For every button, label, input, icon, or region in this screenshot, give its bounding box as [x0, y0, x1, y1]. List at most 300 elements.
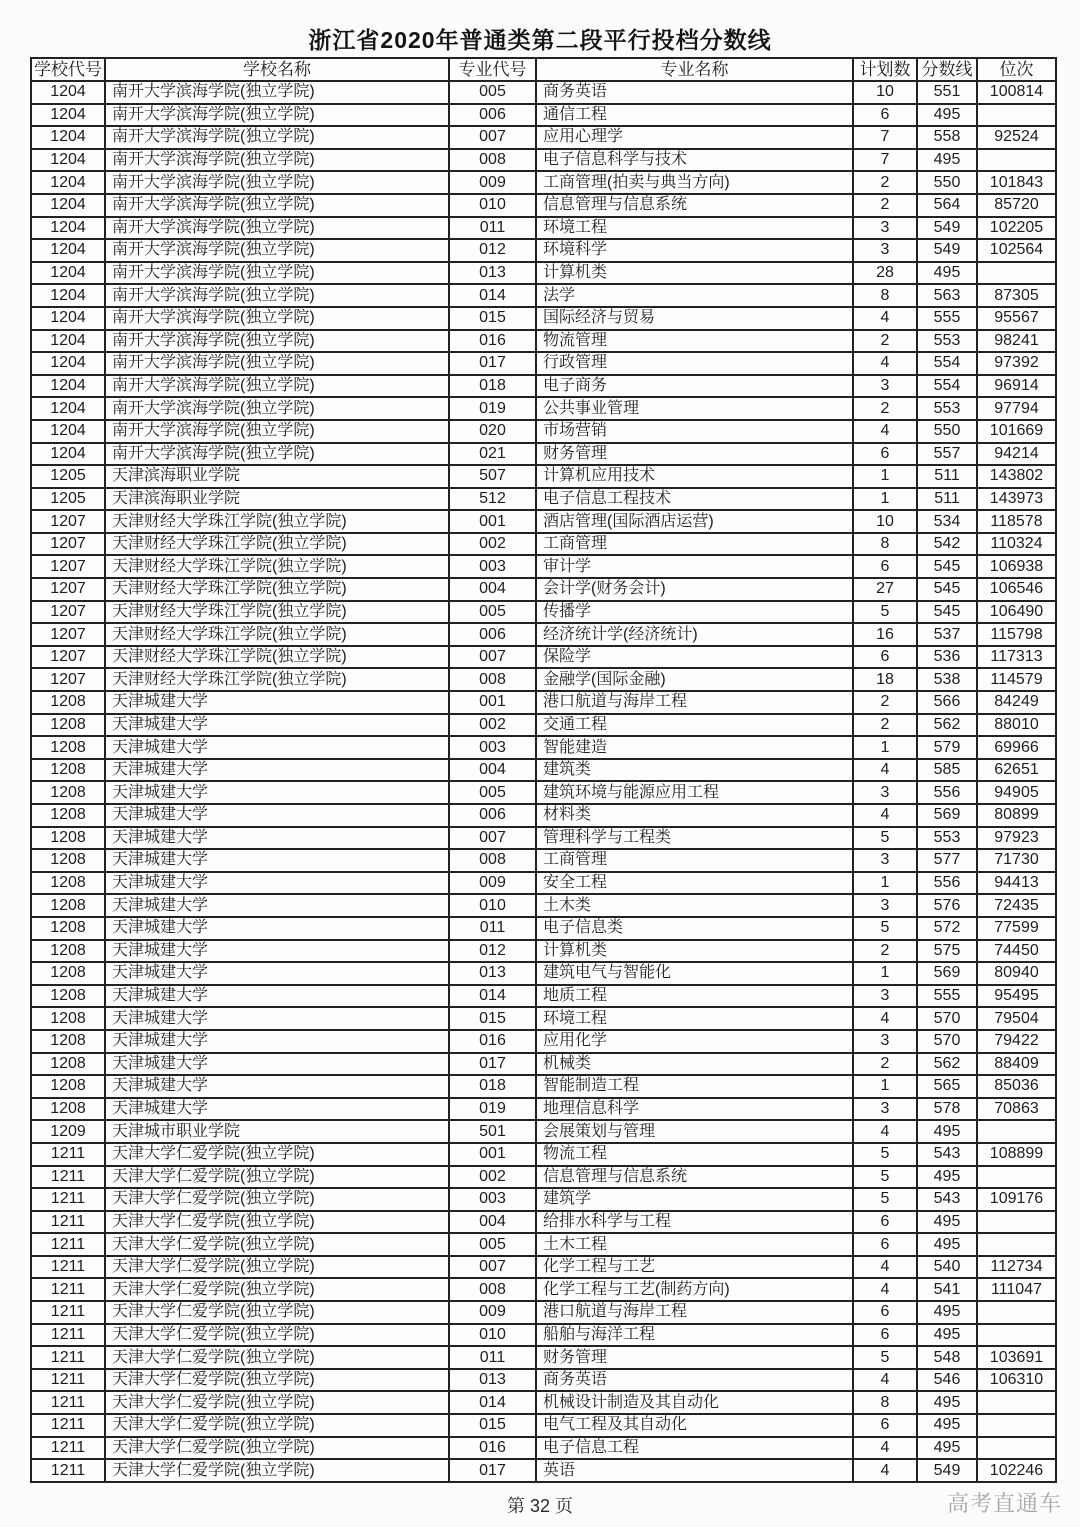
table-row — [31, 1301, 1056, 1324]
table-row — [31, 352, 1056, 375]
plan-count-cell: 6 — [853, 1211, 917, 1234]
school-code-cell: 1205 — [31, 488, 105, 511]
score-line-cell: 495 — [917, 262, 977, 285]
school-code-cell: 1204 — [31, 443, 105, 466]
school-code-cell: 1204 — [31, 375, 105, 398]
plan-count-cell: 4 — [853, 1256, 917, 1279]
school-code-cell: 1204 — [31, 171, 105, 194]
major-name-cell: 化学工程与工艺 — [536, 1256, 853, 1279]
major-name-cell: 建筑环境与能源应用工程 — [536, 781, 853, 804]
rank-cell: 97923 — [977, 827, 1056, 850]
table-row — [31, 1391, 1056, 1414]
rank-cell — [977, 1301, 1056, 1324]
page-number: 第 32 页 — [506, 1496, 574, 1516]
plan-count-cell: 7 — [853, 149, 917, 172]
major-code-cell: 011 — [449, 217, 536, 240]
plan-count-cell: 6 — [853, 1233, 917, 1256]
major-name-cell: 传播学 — [536, 601, 853, 624]
rank-cell: 96914 — [977, 375, 1056, 398]
major-code-cell: 013 — [449, 962, 536, 985]
major-name-cell: 会计学(财务会计) — [536, 578, 853, 601]
major-name-cell: 建筑类 — [536, 759, 853, 782]
rank-cell: 102205 — [977, 217, 1056, 240]
rank-cell: 80940 — [977, 962, 1056, 985]
table-row — [31, 736, 1056, 759]
score-line-cell: 540 — [917, 1256, 977, 1279]
major-code-cell: 507 — [449, 465, 536, 488]
school-name-cell: 天津城建大学 — [105, 804, 449, 827]
table-row — [31, 488, 1056, 511]
school-name-cell: 天津城建大学 — [105, 1030, 449, 1053]
school-code-cell: 1207 — [31, 578, 105, 601]
table-row — [31, 533, 1056, 556]
rank-cell: 101843 — [977, 171, 1056, 194]
rank-cell — [977, 1120, 1056, 1143]
school-code-cell: 1211 — [31, 1324, 105, 1347]
school-name-cell: 南开大学滨海学院(独立学院) — [105, 284, 449, 307]
rank-cell: 77599 — [977, 917, 1056, 940]
school-code-cell: 1207 — [31, 601, 105, 624]
plan-count-cell: 5 — [853, 1166, 917, 1189]
table-row — [31, 443, 1056, 466]
plan-count-cell: 6 — [853, 1301, 917, 1324]
score-line-cell: 542 — [917, 533, 977, 556]
major-code-cell: 512 — [449, 488, 536, 511]
table-row — [31, 465, 1056, 488]
major-code-cell: 019 — [449, 397, 536, 420]
school-code-cell: 1204 — [31, 194, 105, 217]
plan-count-cell: 5 — [853, 1143, 917, 1166]
major-code-cell: 009 — [449, 872, 536, 895]
school-code-cell: 1208 — [31, 1030, 105, 1053]
school-name-cell: 南开大学滨海学院(独立学院) — [105, 420, 449, 443]
table-row — [31, 804, 1056, 827]
school-code-cell: 1204 — [31, 397, 105, 420]
major-code-cell: 005 — [449, 781, 536, 804]
table-row — [31, 510, 1056, 533]
plan-count-cell: 3 — [853, 985, 917, 1008]
table-row — [31, 555, 1056, 578]
score-line-cell: 548 — [917, 1346, 977, 1369]
rank-cell: 69966 — [977, 736, 1056, 759]
school-name-cell: 天津城建大学 — [105, 940, 449, 963]
school-name-cell: 南开大学滨海学院(独立学院) — [105, 375, 449, 398]
rank-cell: 106310 — [977, 1369, 1056, 1392]
major-code-cell: 013 — [449, 1369, 536, 1392]
major-name-cell: 建筑学 — [536, 1188, 853, 1211]
school-code-cell: 1204 — [31, 262, 105, 285]
school-name-cell: 天津财经大学珠江学院(独立学院) — [105, 623, 449, 646]
table-row — [31, 1143, 1056, 1166]
rank-cell: 85036 — [977, 1075, 1056, 1098]
major-name-cell: 环境工程 — [536, 1007, 853, 1030]
school-code-cell: 1211 — [31, 1369, 105, 1392]
major-code-cell: 005 — [449, 81, 536, 104]
major-code-cell: 011 — [449, 1346, 536, 1369]
table-row — [31, 104, 1056, 127]
score-line-cell: 546 — [917, 1369, 977, 1392]
major-name-cell: 行政管理 — [536, 352, 853, 375]
score-line-cell: 579 — [917, 736, 977, 759]
school-name-cell: 天津城建大学 — [105, 691, 449, 714]
major-name-cell: 机械设计制造及其自动化 — [536, 1391, 853, 1414]
school-name-cell: 天津滨海职业学院 — [105, 465, 449, 488]
school-name-cell: 南开大学滨海学院(独立学院) — [105, 443, 449, 466]
school-name-cell: 天津城建大学 — [105, 985, 449, 1008]
plan-count-cell: 2 — [853, 330, 917, 353]
major-code-cell: 019 — [449, 1098, 536, 1121]
score-line-cell: 541 — [917, 1278, 977, 1301]
table-row — [31, 827, 1056, 850]
major-name-cell: 计算机类 — [536, 940, 853, 963]
school-name-cell: 天津大学仁爱学院(独立学院) — [105, 1369, 449, 1392]
rank-cell: 97392 — [977, 352, 1056, 375]
rank-cell: 98241 — [977, 330, 1056, 353]
score-line-cell: 564 — [917, 194, 977, 217]
score-line-cell: 555 — [917, 307, 977, 330]
major-name-cell: 酒店管理(国际酒店运营) — [536, 510, 853, 533]
major-name-cell: 审计学 — [536, 555, 853, 578]
major-code-cell: 014 — [449, 985, 536, 1008]
major-name-cell: 地理信息科学 — [536, 1098, 853, 1121]
school-code-cell: 1205 — [31, 465, 105, 488]
school-code-cell: 1209 — [31, 1120, 105, 1143]
rank-cell — [977, 262, 1056, 285]
major-name-cell: 船舶与海洋工程 — [536, 1324, 853, 1347]
school-code-cell: 1208 — [31, 781, 105, 804]
rank-cell: 94905 — [977, 781, 1056, 804]
rank-cell — [977, 1166, 1056, 1189]
school-name-cell: 南开大学滨海学院(独立学院) — [105, 217, 449, 240]
rank-cell: 114579 — [977, 668, 1056, 691]
major-name-cell: 经济统计学(经济统计) — [536, 623, 853, 646]
column-header-school-name: 学校名称 — [105, 58, 449, 81]
score-line-cell: 545 — [917, 601, 977, 624]
rank-cell: 102564 — [977, 239, 1056, 262]
major-code-cell: 001 — [449, 691, 536, 714]
plan-count-cell: 6 — [853, 1324, 917, 1347]
plan-count-cell: 3 — [853, 217, 917, 240]
major-name-cell: 电子信息工程技术 — [536, 488, 853, 511]
school-name-cell: 天津大学仁爱学院(独立学院) — [105, 1256, 449, 1279]
score-line-cell: 556 — [917, 872, 977, 895]
rank-cell: 72435 — [977, 894, 1056, 917]
school-name-cell: 天津城建大学 — [105, 962, 449, 985]
score-line-cell: 549 — [917, 217, 977, 240]
plan-count-cell: 18 — [853, 668, 917, 691]
major-code-cell: 002 — [449, 714, 536, 737]
rank-cell: 88409 — [977, 1053, 1056, 1076]
score-line-cell: 554 — [917, 352, 977, 375]
major-name-cell: 电子信息科学与技术 — [536, 149, 853, 172]
score-line-cell: 553 — [917, 397, 977, 420]
school-name-cell: 天津城市职业学院 — [105, 1120, 449, 1143]
major-name-cell: 法学 — [536, 284, 853, 307]
major-code-cell: 007 — [449, 646, 536, 669]
school-code-cell: 1208 — [31, 691, 105, 714]
major-code-cell: 003 — [449, 736, 536, 759]
major-code-cell: 015 — [449, 307, 536, 330]
plan-count-cell: 27 — [853, 578, 917, 601]
school-code-cell: 1208 — [31, 804, 105, 827]
score-line-cell: 495 — [917, 149, 977, 172]
major-code-cell: 010 — [449, 1324, 536, 1347]
school-code-cell: 1204 — [31, 104, 105, 127]
school-name-cell: 南开大学滨海学院(独立学院) — [105, 352, 449, 375]
school-name-cell: 天津财经大学珠江学院(独立学院) — [105, 578, 449, 601]
table-row — [31, 330, 1056, 353]
major-code-cell: 012 — [449, 239, 536, 262]
major-code-cell: 015 — [449, 1414, 536, 1437]
rank-cell: 71730 — [977, 849, 1056, 872]
rank-cell: 106546 — [977, 578, 1056, 601]
school-name-cell: 南开大学滨海学院(独立学院) — [105, 171, 449, 194]
school-name-cell: 天津城建大学 — [105, 872, 449, 895]
plan-count-cell: 6 — [853, 104, 917, 127]
major-code-cell: 010 — [449, 894, 536, 917]
plan-count-cell: 8 — [853, 533, 917, 556]
school-code-cell: 1208 — [31, 759, 105, 782]
major-code-cell: 018 — [449, 375, 536, 398]
rank-cell — [977, 1414, 1056, 1437]
school-code-cell: 1204 — [31, 352, 105, 375]
score-line-cell: 585 — [917, 759, 977, 782]
table-row — [31, 1324, 1056, 1347]
school-name-cell: 天津大学仁爱学院(独立学院) — [105, 1188, 449, 1211]
plan-count-cell: 4 — [853, 1278, 917, 1301]
major-name-cell: 港口航道与海岸工程 — [536, 691, 853, 714]
major-code-cell: 008 — [449, 149, 536, 172]
score-line-cell: 495 — [917, 1324, 977, 1347]
major-name-cell: 会展策划与管理 — [536, 1120, 853, 1143]
plan-count-cell: 5 — [853, 917, 917, 940]
school-code-cell: 1207 — [31, 646, 105, 669]
table-row — [31, 1007, 1056, 1030]
rank-cell: 62651 — [977, 759, 1056, 782]
rank-cell: 94413 — [977, 872, 1056, 895]
major-name-cell: 商务英语 — [536, 1369, 853, 1392]
score-line-cell: 566 — [917, 691, 977, 714]
score-line-cell: 553 — [917, 827, 977, 850]
school-name-cell: 天津城建大学 — [105, 1007, 449, 1030]
major-name-cell: 国际经济与贸易 — [536, 307, 853, 330]
plan-count-cell: 3 — [853, 1098, 917, 1121]
school-name-cell: 天津财经大学珠江学院(独立学院) — [105, 646, 449, 669]
major-code-cell: 017 — [449, 1459, 536, 1482]
major-name-cell: 工商管理 — [536, 533, 853, 556]
major-code-cell: 005 — [449, 1233, 536, 1256]
score-line-cell: 553 — [917, 330, 977, 353]
major-name-cell: 市场营销 — [536, 420, 853, 443]
column-header-school-code: 学校代号 — [31, 58, 105, 81]
score-line-cell: 549 — [917, 239, 977, 262]
school-name-cell: 天津财经大学珠江学院(独立学院) — [105, 555, 449, 578]
major-code-cell: 002 — [449, 533, 536, 556]
school-code-cell: 1207 — [31, 555, 105, 578]
major-name-cell: 工商管理 — [536, 849, 853, 872]
table-row — [31, 217, 1056, 240]
major-name-cell: 金融学(国际金融) — [536, 668, 853, 691]
major-code-cell: 004 — [449, 578, 536, 601]
plan-count-cell: 28 — [853, 262, 917, 285]
rank-cell: 115798 — [977, 623, 1056, 646]
rank-cell — [977, 1324, 1056, 1347]
table-row — [31, 985, 1056, 1008]
major-code-cell: 007 — [449, 126, 536, 149]
major-code-cell: 008 — [449, 849, 536, 872]
score-line-cell: 545 — [917, 578, 977, 601]
score-line-cell: 575 — [917, 940, 977, 963]
school-name-cell: 天津城建大学 — [105, 849, 449, 872]
table-row — [31, 1256, 1056, 1279]
plan-count-cell: 5 — [853, 1346, 917, 1369]
major-name-cell: 建筑电气与智能化 — [536, 962, 853, 985]
major-code-cell: 021 — [449, 443, 536, 466]
school-name-cell: 天津大学仁爱学院(独立学院) — [105, 1459, 449, 1482]
score-line-cell: 495 — [917, 1233, 977, 1256]
rank-cell — [977, 1437, 1056, 1460]
table-row — [31, 691, 1056, 714]
column-header-major-code: 专业代号 — [449, 58, 536, 81]
school-name-cell: 天津城建大学 — [105, 759, 449, 782]
major-code-cell: 014 — [449, 1391, 536, 1414]
school-code-cell: 1207 — [31, 533, 105, 556]
table-row — [31, 781, 1056, 804]
plan-count-cell: 16 — [853, 623, 917, 646]
school-name-cell: 天津城建大学 — [105, 917, 449, 940]
school-code-cell: 1211 — [31, 1256, 105, 1279]
school-name-cell: 天津城建大学 — [105, 1098, 449, 1121]
rank-cell: 143802 — [977, 465, 1056, 488]
major-code-cell: 016 — [449, 330, 536, 353]
table-row — [31, 1075, 1056, 1098]
school-code-cell: 1211 — [31, 1278, 105, 1301]
major-code-cell: 008 — [449, 1278, 536, 1301]
major-name-cell: 应用心理学 — [536, 126, 853, 149]
major-code-cell: 004 — [449, 1211, 536, 1234]
major-code-cell: 009 — [449, 171, 536, 194]
plan-count-cell: 5 — [853, 601, 917, 624]
plan-count-cell: 6 — [853, 646, 917, 669]
school-code-cell: 1208 — [31, 714, 105, 737]
table-row — [31, 126, 1056, 149]
major-name-cell: 智能制造工程 — [536, 1075, 853, 1098]
score-line-cell: 555 — [917, 985, 977, 1008]
plan-count-cell: 2 — [853, 940, 917, 963]
rank-cell: 103691 — [977, 1346, 1056, 1369]
score-line-cell: 554 — [917, 375, 977, 398]
table-row — [31, 397, 1056, 420]
table-row — [31, 1030, 1056, 1053]
table-row — [31, 714, 1056, 737]
major-name-cell: 材料类 — [536, 804, 853, 827]
major-name-cell: 保险学 — [536, 646, 853, 669]
school-code-cell: 1207 — [31, 510, 105, 533]
score-line-cell: 543 — [917, 1143, 977, 1166]
plan-count-cell: 10 — [853, 81, 917, 104]
school-name-cell: 天津滨海职业学院 — [105, 488, 449, 511]
table-row — [31, 284, 1056, 307]
table-row — [31, 1369, 1056, 1392]
plan-count-cell: 4 — [853, 1437, 917, 1460]
score-line-cell: 495 — [917, 1211, 977, 1234]
plan-count-cell: 3 — [853, 781, 917, 804]
school-code-cell: 1208 — [31, 940, 105, 963]
rank-cell: 79504 — [977, 1007, 1056, 1030]
major-name-cell: 通信工程 — [536, 104, 853, 127]
rank-cell: 143973 — [977, 488, 1056, 511]
major-name-cell: 信息管理与信息系统 — [536, 194, 853, 217]
major-code-cell: 012 — [449, 940, 536, 963]
score-line-cell: 550 — [917, 171, 977, 194]
major-name-cell: 计算机类 — [536, 262, 853, 285]
major-name-cell: 安全工程 — [536, 872, 853, 895]
rank-cell: 100814 — [977, 81, 1056, 104]
school-name-cell: 天津城建大学 — [105, 714, 449, 737]
major-name-cell: 应用化学 — [536, 1030, 853, 1053]
school-name-cell: 天津城建大学 — [105, 1053, 449, 1076]
school-name-cell: 南开大学滨海学院(独立学院) — [105, 397, 449, 420]
score-line-cell: 569 — [917, 962, 977, 985]
page-title: 浙江省2020年普通类第二段平行投档分数线 — [308, 27, 772, 53]
school-name-cell: 天津大学仁爱学院(独立学院) — [105, 1278, 449, 1301]
major-name-cell: 环境科学 — [536, 239, 853, 262]
score-line-cell: 495 — [917, 1414, 977, 1437]
plan-count-cell: 2 — [853, 194, 917, 217]
score-line-cell: 495 — [917, 1391, 977, 1414]
school-code-cell: 1204 — [31, 149, 105, 172]
watermark-text: 高考直通车 — [946, 1491, 1062, 1516]
school-code-cell: 1211 — [31, 1233, 105, 1256]
rank-cell: 95567 — [977, 307, 1056, 330]
plan-count-cell: 2 — [853, 1053, 917, 1076]
major-name-cell: 交通工程 — [536, 714, 853, 737]
school-name-cell: 天津大学仁爱学院(独立学院) — [105, 1346, 449, 1369]
score-line-cell: 562 — [917, 1053, 977, 1076]
plan-count-cell: 1 — [853, 1075, 917, 1098]
school-code-cell: 1204 — [31, 239, 105, 262]
score-line-cell: 556 — [917, 781, 977, 804]
major-name-cell: 物流工程 — [536, 1143, 853, 1166]
school-code-cell: 1208 — [31, 827, 105, 850]
table-row — [31, 239, 1056, 262]
rank-cell: 84249 — [977, 691, 1056, 714]
major-code-cell: 011 — [449, 917, 536, 940]
school-code-cell: 1211 — [31, 1346, 105, 1369]
rank-cell: 106490 — [977, 601, 1056, 624]
school-name-cell: 天津财经大学珠江学院(独立学院) — [105, 668, 449, 691]
rank-cell: 111047 — [977, 1278, 1056, 1301]
score-line-cell: 570 — [917, 1007, 977, 1030]
table-row — [31, 962, 1056, 985]
major-code-cell: 016 — [449, 1030, 536, 1053]
school-code-cell: 1208 — [31, 1053, 105, 1076]
major-code-cell: 017 — [449, 352, 536, 375]
plan-count-cell: 1 — [853, 488, 917, 511]
school-name-cell: 天津大学仁爱学院(独立学院) — [105, 1211, 449, 1234]
table-row — [31, 646, 1056, 669]
school-code-cell: 1208 — [31, 962, 105, 985]
school-code-cell: 1207 — [31, 668, 105, 691]
plan-count-cell: 3 — [853, 375, 917, 398]
score-line-cell: 563 — [917, 284, 977, 307]
major-code-cell: 006 — [449, 104, 536, 127]
school-name-cell: 天津财经大学珠江学院(独立学院) — [105, 533, 449, 556]
rank-cell: 106938 — [977, 555, 1056, 578]
score-line-cell: 570 — [917, 1030, 977, 1053]
school-code-cell: 1204 — [31, 420, 105, 443]
table-row — [31, 1098, 1056, 1121]
